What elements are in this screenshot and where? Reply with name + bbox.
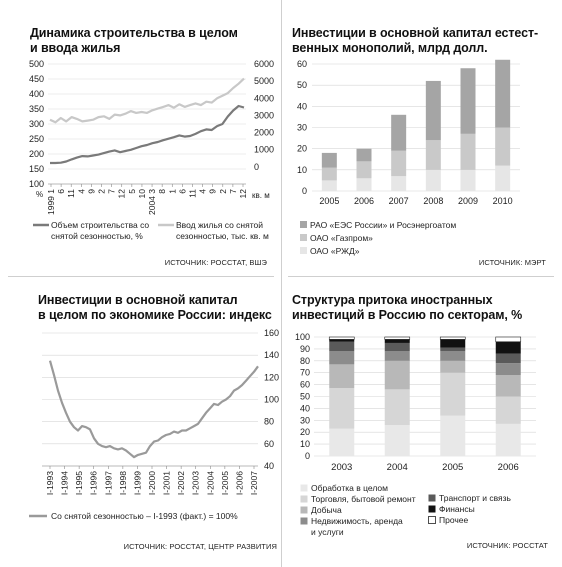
bar-segment <box>329 342 354 352</box>
chart-legend-right <box>428 483 548 526</box>
bar-segment <box>440 373 465 416</box>
y-tick-label: 20 <box>299 427 310 438</box>
bar-segment <box>391 176 406 191</box>
y-tick-label: 60 <box>264 438 275 449</box>
x-tick-label: 2003 <box>331 462 353 473</box>
x-tick-label: 2006 <box>497 462 519 473</box>
bar-segment <box>385 343 410 351</box>
bar-segment <box>440 351 465 361</box>
legend-swatch <box>300 234 310 245</box>
x-tick-label: I-2006 <box>234 471 245 496</box>
legend-item <box>33 220 152 241</box>
x-tick-label: 2010 <box>492 196 513 206</box>
legend-label: Прочее <box>439 515 469 525</box>
y-tick-label: 0 <box>304 451 310 461</box>
x-tick-label: 2 <box>217 189 228 194</box>
y-tick-label: 10 <box>299 439 310 450</box>
bar-segment <box>385 339 410 343</box>
x-tick-label: I-2004 <box>205 471 216 496</box>
x-tick-label: 7 <box>106 189 117 194</box>
chart-title: Структура притока иностранных инвестиций в Россию по секторам, % <box>292 293 523 322</box>
x-tick-label: 2007 <box>388 196 409 206</box>
x-tick-label: 1 <box>167 189 178 194</box>
chart-title: Инвестиции в основной капитал естест- венных монополий, млрд долл. <box>292 26 539 55</box>
x-tick-label: 9 <box>86 189 97 194</box>
legend-item <box>300 246 550 257</box>
bar-segment <box>385 425 410 456</box>
x-tick-label: 12 <box>116 189 127 199</box>
x-tick-label: I-2007 <box>249 471 259 496</box>
construction-chart-panel <box>30 26 280 276</box>
chart-legend <box>29 511 279 522</box>
y-tick-label: 0 <box>301 186 307 196</box>
legend-item <box>300 505 430 516</box>
x-tick-label: 2009 <box>457 196 479 206</box>
bar-segment <box>495 60 510 128</box>
source-note: ИСТОЧНИК: РОССТАТ, ВШЭ <box>164 258 267 267</box>
legend-item <box>428 493 548 504</box>
legend-item <box>29 511 279 522</box>
bar-segment <box>495 166 510 191</box>
bar-segment <box>385 361 410 390</box>
x-tick-label: 2004 <box>386 462 408 473</box>
vertical-divider <box>281 0 282 567</box>
legend-swatch <box>29 512 51 523</box>
legend-label: ОАО «РЖД» <box>310 246 360 256</box>
chart-title: Инвестиции в основной капитал в целом по экономике России: индекс <box>38 293 272 322</box>
bar-segment <box>322 180 337 191</box>
bar-segment <box>496 337 521 342</box>
legend-item <box>300 516 430 537</box>
x-tick-label: 2008 <box>423 196 444 206</box>
bar-segment <box>440 348 465 352</box>
x-tick-label: 5 <box>126 189 137 194</box>
y-tick-label: 70 <box>299 367 310 378</box>
bar-segment <box>385 351 410 361</box>
x-tick-label: 2005 <box>319 196 340 206</box>
investment-index-line <box>50 361 258 457</box>
y-tick-label-right: 5000 <box>254 76 275 87</box>
y-tick-label: 100 <box>264 394 280 405</box>
bar-segment <box>329 351 354 364</box>
x-tick-label: 2 <box>96 189 107 194</box>
x-tick-label: 2004 3 <box>147 189 158 215</box>
housing-commissioning-line <box>50 79 244 123</box>
y-tick-label-right: 3000 <box>254 110 275 121</box>
legend-label: ОАО «Газпром» <box>310 233 373 243</box>
investment-index-panel <box>38 293 278 563</box>
legend-swatch <box>428 494 439 505</box>
y-tick-label: 40 <box>296 101 307 112</box>
x-tick-label: I-2005 <box>219 471 230 496</box>
x-tick-label: 10 <box>136 189 147 199</box>
bar-segment <box>357 161 372 178</box>
bar-segment <box>496 397 521 424</box>
horizontal-divider-left <box>8 276 274 277</box>
x-tick-label: I-1994 <box>59 471 70 496</box>
y-tick-label-right: 6000 <box>254 59 275 69</box>
legend-label: Ввод жилья со снятой сезонностью, тыс. кв. м <box>176 220 269 241</box>
x-tick-label: I-2000 <box>147 471 157 496</box>
y-tick-label: 60 <box>296 59 307 69</box>
x-tick-label: 12 <box>238 189 248 199</box>
legend-swatch <box>300 221 310 232</box>
y-tick-label-left: 250 <box>28 134 44 144</box>
y-tick-label: 90 <box>299 343 310 354</box>
legend-label: Со снятой сезонностью – I-1993 (факт.) = 100% <box>51 511 238 521</box>
y-tick-label: 120 <box>264 372 280 383</box>
bar-segment <box>385 337 410 339</box>
x-tick-label: 6 <box>177 189 188 194</box>
y-tick-label-left: 400 <box>28 89 44 99</box>
investment-index-line-chart <box>38 293 278 563</box>
x-tick-label: 4 <box>76 189 87 194</box>
bar-segment <box>329 339 354 341</box>
x-tick-label: I-1993 <box>45 471 55 496</box>
bar-segment <box>329 388 354 428</box>
horizontal-divider-right <box>288 276 554 277</box>
x-tick-label: 6 <box>56 189 67 194</box>
bar-segment <box>426 140 441 170</box>
bar-segment <box>440 416 465 456</box>
y-tick-label-left: 500 <box>28 59 44 69</box>
foreign-investment-panel <box>292 293 554 563</box>
legend-label: Обработка в целом <box>311 483 388 493</box>
y-tick-label-left: 350 <box>28 104 44 114</box>
legend-label: РАО «ЕЭС России» и Росэнергоатом <box>310 220 457 230</box>
y-tick-label-right: 1000 <box>254 144 275 155</box>
bar-segment <box>440 361 465 373</box>
bar-segment <box>322 153 337 168</box>
bar-segment <box>357 178 372 191</box>
y-tick-label-right: 0 <box>254 161 260 172</box>
bar-segment <box>461 134 476 170</box>
x-tick-label: 1999 1 <box>46 189 56 215</box>
y-tick-label: 50 <box>296 80 307 91</box>
legend-swatch <box>428 516 439 527</box>
bar-segment <box>357 149 372 162</box>
x-tick-label: I-2003 <box>190 471 201 496</box>
chart-legend-left <box>300 483 430 537</box>
x-tick-label: I-2001 <box>161 471 172 496</box>
legend-swatch <box>300 484 311 495</box>
x-tick-label: I-1996 <box>88 471 99 496</box>
legend-label: Недвижимость, аренда и услуги <box>311 516 403 537</box>
construction-volume-line <box>50 106 244 163</box>
x-tick-label: 11 <box>66 189 77 198</box>
y-tick-label: 40 <box>299 403 310 414</box>
legend-item <box>428 504 548 515</box>
y-tick-label: 60 <box>299 379 310 390</box>
bar-segment <box>329 337 354 339</box>
y-tick-label: 50 <box>299 391 310 402</box>
chart-legend <box>33 220 283 241</box>
bar-segment <box>496 424 521 456</box>
x-tick-label: I-2002 <box>176 471 187 496</box>
legend-item <box>300 233 550 244</box>
legend-label: Добыча <box>311 505 342 515</box>
bar-segment <box>496 342 521 354</box>
bar-segment <box>391 115 406 151</box>
y-tick-label: 140 <box>264 350 280 361</box>
legend-item <box>158 220 277 241</box>
y-tick-label: 80 <box>299 355 310 366</box>
legend-item <box>300 220 550 231</box>
y-tick-label-right: 2000 <box>254 127 275 138</box>
legend-label: Транспорт и связь <box>439 493 511 503</box>
chart-title: Динамика строительства в целом и ввода жилья <box>30 26 238 55</box>
bar-segment <box>385 389 410 425</box>
bar-segment <box>440 339 465 347</box>
y-tick-label-left: 200 <box>28 149 44 159</box>
y-tick-label: 20 <box>296 143 307 154</box>
legend-swatch <box>300 495 311 506</box>
x-tick-label: I-1998 <box>117 471 128 496</box>
x-tick-label: 11 <box>187 189 198 198</box>
y-axis-unit-right: кв. м <box>252 191 270 200</box>
legend-label: Финансы <box>439 504 475 514</box>
x-tick-label: I-1995 <box>74 471 85 496</box>
legend-item <box>300 494 430 505</box>
y-tick-label: 30 <box>296 122 307 133</box>
x-tick-label: 9 <box>207 189 218 194</box>
bar-segment <box>322 168 337 181</box>
source-note: ИСТОЧНИК: РОССТАТ, ЦЕНТР РАЗВИТИЯ <box>123 542 277 551</box>
bar-segment <box>496 354 521 364</box>
y-tick-label-left: 300 <box>28 119 44 129</box>
y-tick-label: 40 <box>264 461 275 471</box>
legend-label: Торговля, бытовой ремонт <box>311 494 416 504</box>
y-tick-label: 100 <box>294 332 310 342</box>
bar-segment <box>440 337 465 339</box>
legend-swatch <box>33 221 51 232</box>
y-tick-label: 80 <box>264 416 275 427</box>
source-note: ИСТОЧНИК: РОССТАТ <box>466 541 548 550</box>
y-tick-label-left: 100 <box>28 179 44 189</box>
legend-swatch <box>300 247 310 258</box>
bar-segment <box>461 68 476 134</box>
source-note: ИСТОЧНИК: МЭРТ <box>478 258 546 267</box>
x-tick-label: I-1997 <box>103 471 114 496</box>
legend-item <box>300 483 430 494</box>
x-tick-label: 2005 <box>442 462 464 473</box>
chart-legend <box>300 220 550 259</box>
bar-segment <box>391 151 406 176</box>
y-tick-label: 30 <box>299 415 310 426</box>
legend-swatch <box>300 517 311 528</box>
y-tick-label: 10 <box>296 164 307 175</box>
x-tick-label: 7 <box>227 189 238 194</box>
bar-segment <box>496 363 521 375</box>
bar-segment <box>426 81 441 140</box>
legend-swatch <box>158 221 176 232</box>
legend-swatch <box>428 505 439 516</box>
x-tick-label: 2006 <box>353 196 375 206</box>
legend-swatch <box>300 506 311 517</box>
y-tick-label-right: 4000 <box>254 93 275 104</box>
monopolies-chart-panel <box>292 26 554 276</box>
bar-segment <box>329 429 354 456</box>
bar-segment <box>461 170 476 191</box>
x-tick-label: I-1999 <box>132 471 143 496</box>
bar-segment <box>426 170 441 191</box>
bar-segment <box>495 128 510 166</box>
y-tick-label-left: 150 <box>28 164 44 174</box>
x-tick-label: 4 <box>197 189 208 194</box>
bar-segment <box>496 375 521 396</box>
y-axis-unit-left: % <box>36 190 44 199</box>
bar-segment <box>329 364 354 388</box>
legend-item <box>428 515 548 526</box>
legend-label: Объем строительства со снятой сезонностью, % <box>51 220 150 241</box>
x-tick-label: 8 <box>157 189 168 194</box>
y-tick-label-left: 450 <box>28 74 44 84</box>
y-tick-label: 160 <box>264 328 280 338</box>
